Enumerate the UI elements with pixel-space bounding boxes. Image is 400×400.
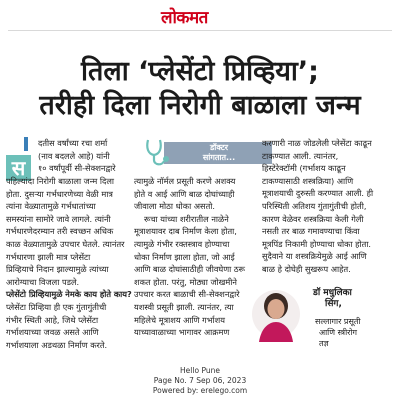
banner-text [174,143,264,162]
text-line: त्यांना वेळ्यातामुळे गर्भधातांच्या [6,201,96,212]
stethoscope-icon [140,138,180,168]
text-line: आरोग्याचा विजला पडले. [6,276,80,287]
footer-page-date: Page No. 7 Sep 06, 2023 [153,376,247,385]
text-line: टाकण्यासाठी शस्त्रक्रिया) आणि [262,175,354,186]
text-line: गंभीर स्थिती आहे, जिथे प्लेसेंटा [6,314,99,325]
text-line: त्यामुळे नॉर्मल प्रसूती करणे अशक्य [134,176,236,186]
banner-line-1: डॉक्टर [209,143,229,152]
doctor-title-line-2: आणि स्त्रीरोग [319,328,358,337]
masthead [0,0,400,28]
drop-cap: स [6,155,31,181]
text-line: काळ वेळ्यातामुळे उपचार घेतले. त्यानंतर [6,238,125,249]
text-line: धोका निर्माण झाला होता, जो आई [134,251,235,262]
column-1-intro [38,137,116,175]
text-line: सुदैवाने या शस्त्रक्रियेमुळे आई आणि [262,251,367,262]
text-line: १० वर्षांपूर्वी सी-सेक्शनद्वारे [38,163,116,174]
doctor-title-line-3: तज्ञ [319,339,329,348]
text-line: त्यामुळे गंभीर रक्तस्त्राव होण्याचा [134,238,230,249]
text-line: होते व आई आणि बाळ दोघांच्याही [134,188,235,199]
doctor-designation [315,316,361,349]
text-line: गर्भधारणा झाली मात्र प्लेसेंटा [6,251,91,262]
column-1-body [6,175,132,351]
lokmat-logo: लोकमत [161,8,208,28]
column-3 [262,137,373,276]
footer-powered-by: Powered by: erelego.com [152,386,248,395]
headline-line-1: तिला ‘प्लेसेंटो प्रिव्हिया’; [81,56,319,87]
masthead-divider [8,30,392,31]
text-line: मूत्राशयावर दाब निर्माण केला होता, [134,226,237,237]
doctor-photo [251,284,301,344]
text-line: गर्भधारणेदरम्यान तरी स्वच्छन अधिक [6,226,114,237]
text-line: पहिल्यांदा निरोगी बाळाला जन्म दिला [6,176,114,186]
text-line: जीवाला मोठा धोका असतो. [134,201,215,212]
text-line: नसती तर बाळ गमावण्याचा किंवा [262,226,360,237]
text-line: शकत होता. परंतु, मोठ्या जोखमीने [134,276,237,287]
column-2 [134,175,245,339]
text-line: यशस्वी प्रसूती झाली. त्यानंतर, त्या [134,301,234,312]
text-line: हिस्टेरेक्टॉमी (गर्भाशय काढून [262,163,346,174]
doctor-name-line-2: सिंग, [325,299,342,309]
doctor-title-line-1: सल्लागार प्रसूती [315,317,361,326]
page-footer [0,366,400,396]
text-line: करणारी नाळ जोडलेली प्लेसेंटा काढून [262,138,372,148]
text-line: कारण वेळेवर शस्त्रक्रिया केली गेली [262,213,364,224]
text-line: मूत्रपिंड निकामी होण्याचा धोका होता. [262,238,372,249]
text-line: उपचार करत बाळाची सी-सेक्शनद्वारे [134,289,240,300]
text-line: मूत्राशयाची दुरुस्ती करण्यात आली. ही [262,188,374,199]
text-line: महिलेचे मूत्राशय आणि गर्भाशय [134,314,225,325]
footer-edition: Hello Pune [180,366,220,375]
doctor-name [313,288,352,310]
text-line: समस्यांना सामोरे जावे लागले. त्यांनी [6,213,111,224]
doctor-name-line-1: डॉ मधुलिका [313,288,352,298]
text-line: गर्भाशयाच्या जवळ असते आणि [6,327,99,338]
text-line: (नाव बदलले आहे) यांनी [38,150,110,161]
headline-line-2: तरीही दिला निरोगी बाळाला जन्म [39,90,361,121]
subheading-question: प्लेसेंटो प्रिव्हियामुळे नेमके काय होते काय? [6,289,132,300]
text-line: प्रिव्हियाचे निदान झाल्यामुळे त्यांच्या [6,264,109,275]
text-line: टाकण्यात आली. त्यानंतर, [262,150,339,161]
text-line: बाळ हे दोघेही सुखरूप आहेत. [262,263,351,274]
text-line: आणि बाळ दोघांसाठीही जीवघेणा ठरू [134,264,246,275]
text-line: गर्भाशयाला अडथळा निर्माण करते. [6,339,108,350]
text-line: याच्यावाळाच्या भागावर आक्रमण [134,327,230,338]
text-line: परिस्थिती अतिशय गुंतागुंतीची होती, [262,200,367,211]
text-line: होता. दुसऱ्या गर्भधारणेच्या वेळी मात्र [6,188,113,199]
text-line: रूचा यांच्या शरीरातील नाळेने [144,213,229,224]
text-line: दतीस वर्षांच्या रचा शर्मा [38,138,108,148]
text-line: प्लेसेंटा प्रिव्हिया ही एक गुंतागुंतीची [6,301,107,312]
byline-accent-bar [24,137,28,151]
banner-line-2: सांगतात... [202,152,236,162]
